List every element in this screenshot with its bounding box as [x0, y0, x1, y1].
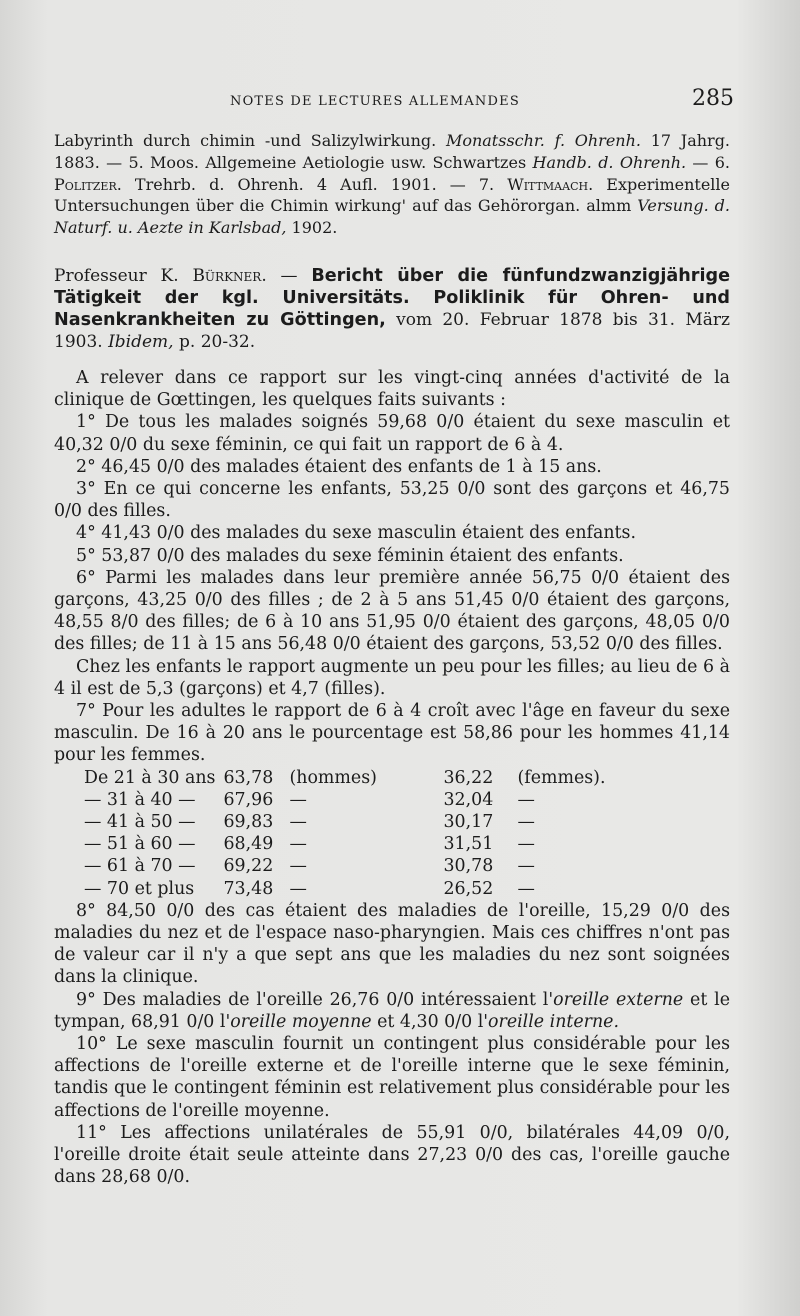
paragraph-intro: A relever dans ce rapport sur les vingt-cinq années d'activité de la clinique de Gœttingen, les quelques faits suivants :: [54, 367, 730, 411]
paragraph-9: [54, 989, 730, 1033]
reference-list: [54, 130, 730, 239]
women-percent-cell: 30,78: [443, 856, 494, 877]
paragraph-2: 2° 46,45 0/0 des malades étaient des enfants de 1 à 15 ans.: [76, 456, 602, 477]
reference-paragraph: [54, 130, 730, 239]
women-percent-cell: 31,51: [443, 834, 494, 855]
page-number: 285: [692, 86, 734, 111]
paragraph-text: 9° Des maladies de l'oreille 26,76 0/0 intéressaient l': [76, 989, 554, 1010]
paragraph-11: 11° Les affections unilatérales de 55,91 0/0, bilatérales 44,09 0/0, l'oreille droite était seule atteinte dans 27,23 0/0 des cas, l'oreille gauche dans 28,68 0/0.: [54, 1122, 730, 1188]
women-percent-cell: 30,17: [443, 812, 494, 833]
age-ratio-table: [84, 767, 614, 900]
men-percent-cell: 63,78: [223, 767, 274, 788]
emphasis: oreille externe: [553, 989, 684, 1010]
table-row: [84, 833, 614, 855]
author-name: Bürkner.: [192, 265, 267, 286]
age-range-cell: De 21 à 30 ans: [84, 767, 216, 788]
paragraph-4: 4° 41,43 0/0 des malades du sexe masculin étaient des enfants.: [76, 523, 636, 544]
men-percent-cell: 67,96: [223, 789, 274, 810]
women-percent-cell: 32,04: [443, 789, 494, 810]
age-range-cell: — 51 à 60 —: [84, 834, 196, 855]
men-label-cell: —: [289, 856, 307, 877]
women-label-cell: —: [517, 789, 535, 810]
table-row: [84, 789, 614, 811]
journal-title: Monatsschr. f. Ohrenh.: [445, 131, 641, 150]
men-percent-cell: 68,49: [223, 834, 274, 855]
reference-author: Politzer.: [54, 174, 122, 194]
reference-text: Experimentelle Untersuchungen über die Chimin wirkung' auf das Gehörorgan. almm: [54, 174, 731, 216]
book-title: Handb. d. Ohrenh.: [532, 152, 687, 172]
reference-author: Wittmaach.: [507, 174, 594, 194]
paragraph-6b: Chez les enfants le rapport augmente un peu pour les filles; au lieu de 6 à 4 il est de 5,3 (garçons) et 4,7 (filles).: [54, 656, 730, 699]
bibliography-entry: [54, 265, 730, 353]
paragraph-6: 6° Parmi les malades dans leur première année 56,75 0/0 étaient des garçons, 43,25 0/0 des filles ; de 2 à 5 ans 51,45 0/0 étaient des garçons, 48,55 8/0 des filles; de 6 à 10 ans 51,95 0/0 étaient des garçons, 48,05 0/0 des filles; de 11 à 15 ans 56,48 0/0 étaient des garçons, 53,52 0/0 des filles.: [54, 567, 730, 655]
women-percent-cell: 36,22: [443, 767, 494, 788]
page-range: p. 20-32.: [173, 331, 256, 352]
emphasis: oreille moyenne: [230, 1011, 372, 1032]
paragraph-10: 10° Le sexe masculin fournit un contingent plus considérable pour les affections de l'oreille externe et de l'oreille interne que le sexe féminin, tandis que le contingent féminin est relativement plus considérable pour les affections de l'oreille moyenne.: [54, 1034, 730, 1121]
paragraph-text: et le tympan, 68,91 0/0 l': [54, 989, 731, 1032]
emphasis: oreille interne.: [488, 1011, 620, 1032]
reference-text: Labyrinth durch chimin -und Salizylwirkung.: [54, 131, 446, 150]
age-range-cell: — 70 et plus: [84, 878, 195, 899]
report-title: Bericht über die fünfundzwanzigjährige Tätigkeit der kgl. Universitäts. Poliklinik für Ohren- und Nasenkrankheiten zu Göttingen,: [54, 265, 731, 330]
women-percent-cell: 26,52: [443, 878, 494, 899]
paragraph-8: 8° 84,50 0/0 des cas étaient des maladies de l'oreille, 15,29 0/0 des maladies du nez et de l'espace naso-pharyngien. Mais ces chiffres n'ont pas de valeur car il n'y a que sept ans que les maladies du nez sont soignées dans la clinique.: [54, 900, 730, 988]
men-label-cell: —: [289, 789, 307, 810]
table-row: [84, 855, 614, 877]
men-label-cell: —: [289, 834, 307, 855]
paragraph-7: 7° Pour les adultes le rapport de 6 à 4 croît avec l'âge en faveur du sexe masculin. De 16 à 20 ans le pourcentage est 58,86 pour les hommes 41,14 pour les femmes.: [54, 701, 730, 766]
paragraph-1: 1° De tous les malades soignés 59,68 0/0 étaient du sexe masculin et 40,32 0/0 du sexe féminin, ce qui fait un rapport de 6 à 4.: [54, 412, 730, 455]
separator: —: [266, 265, 312, 286]
table-row: [84, 811, 614, 833]
age-range-cell: — 31 à 40 —: [84, 789, 196, 810]
men-percent-cell: 69,83: [223, 812, 274, 833]
running-head: [54, 84, 734, 120]
report-dates: vom 20. Februar 1878 bis 31. März 1903.: [54, 309, 731, 352]
running-title: NOTES DE LECTURES ALLEMANDES: [230, 94, 520, 109]
table-row: [84, 878, 614, 900]
men-label-cell: —: [289, 878, 307, 899]
men-percent-cell: 69,22: [223, 856, 274, 877]
paragraph-3: 3° En ce qui concerne les enfants, 53,25 0/0 sont des garçons et 46,75 0/0 des filles.: [54, 479, 730, 522]
reference-text: 17 Jahrg. 1883. — 5. Moos. Allgemeine Aetiologie usw. Schwartzes: [54, 131, 731, 172]
author-prefix: Professeur K.: [54, 265, 193, 286]
women-label-cell: —: [517, 878, 535, 899]
men-label-cell: —: [289, 812, 307, 833]
men-percent-cell: 73,48: [223, 878, 274, 899]
reference-text: 1902.: [286, 218, 338, 238]
women-label-cell: —: [517, 856, 535, 877]
ibidem: Ibidem,: [108, 331, 174, 352]
age-range-cell: — 61 à 70 —: [84, 856, 196, 877]
reference-text: — 6.: [686, 152, 731, 172]
proceedings-title: Versung. d. Naturf. u. Aezte in Karlsbad,: [54, 196, 731, 238]
age-range-cell: — 41 à 50 —: [84, 812, 196, 833]
body-text: [54, 367, 730, 1189]
paragraph-text: et 4,30 0/0 l': [371, 1011, 489, 1032]
women-label-cell: —: [517, 834, 535, 855]
reference-text: Trehrb. d. Ohrenh. 4 Aufl. 1901. — 7.: [121, 174, 508, 194]
women-label-cell: —: [517, 812, 535, 833]
women-label-cell: (femmes).: [517, 767, 606, 788]
men-label-cell: (hommes): [289, 767, 377, 788]
paragraph-5: 5° 53,87 0/0 des malades du sexe féminin étaient des enfants.: [76, 545, 624, 566]
table-row: [84, 767, 614, 789]
bibliography-paragraph: [54, 265, 730, 353]
